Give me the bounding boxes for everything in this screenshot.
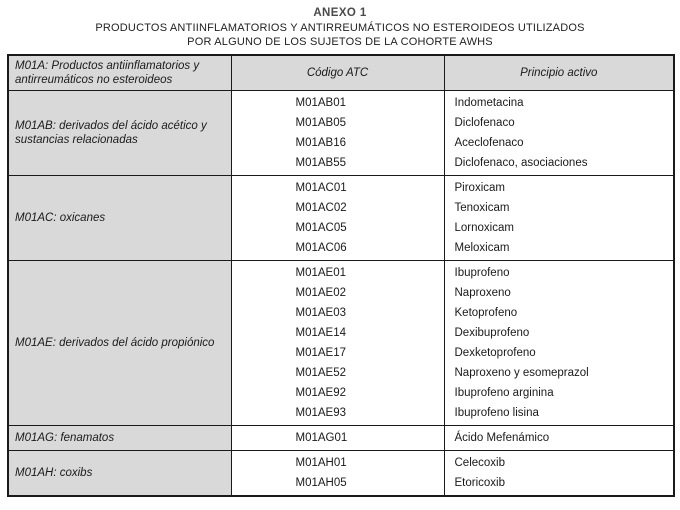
- atc-code: M01AE02: [295, 287, 347, 299]
- atc-code: M01AE14: [295, 327, 347, 339]
- document-subtitle-line2: POR ALGUNO DE LOS SUJETOS DE LA COHORTE AWHS: [187, 36, 493, 48]
- header-code-cell: Código ATC: [231, 55, 444, 91]
- category-cell: M01AB: derivados del ácido acético y sustancias relacionadas: [8, 91, 231, 176]
- active-principle: Lornoxicam: [454, 222, 514, 234]
- atc-code: M01AE17: [295, 347, 347, 359]
- atc-code: M01AE92: [295, 387, 347, 399]
- atc-code: M01AB55: [295, 157, 347, 169]
- atc-code: M01AH05: [295, 477, 347, 489]
- category-cell: M01AE: derivados del ácido propiónico: [8, 261, 231, 426]
- atc-code-cell: [231, 426, 444, 451]
- atc-code: M01AC05: [295, 222, 347, 234]
- table-group-row: [8, 176, 674, 261]
- active-principle: Ibuprofeno arginina: [454, 387, 554, 399]
- atc-products-table: [7, 54, 675, 497]
- principle-cell: [444, 91, 674, 176]
- principle-cell: [444, 451, 674, 497]
- atc-code: M01AB05: [295, 117, 347, 129]
- active-principle: Diclofenaco, asociaciones: [454, 157, 588, 169]
- atc-code: M01AB01: [295, 97, 347, 109]
- atc-code: M01AC06: [295, 242, 347, 254]
- document-subtitle-line1: PRODUCTOS ANTIINFLAMATORIOS Y ANTIRREUMÁTICOS NO ESTEROIDEOS UTILIZADOS: [95, 22, 585, 34]
- active-principle: Aceclofenaco: [454, 137, 524, 149]
- header-principle-cell: Principio activo: [444, 55, 674, 91]
- active-principle: Dexketoprofeno: [454, 347, 536, 359]
- atc-code: M01AC01: [295, 182, 347, 194]
- atc-code: M01AG01: [295, 432, 348, 444]
- annex-title: ANEXO 1: [313, 7, 367, 19]
- atc-code-cell: [231, 176, 444, 261]
- active-principle: Ibuprofeno lisina: [454, 407, 539, 419]
- active-principle: Meloxicam: [454, 242, 510, 254]
- active-principle: Ácido Mefenámico: [454, 432, 550, 444]
- active-principle: Celecoxib: [454, 457, 505, 469]
- atc-code: M01AB16: [295, 137, 347, 149]
- active-principle: Ibuprofeno: [454, 267, 510, 279]
- principle-cell: [444, 176, 674, 261]
- atc-code-cell: [231, 451, 444, 497]
- atc-code: M01AE01: [295, 267, 347, 279]
- active-principle: Piroxicam: [454, 182, 505, 194]
- category-cell: M01AC: oxicanes: [8, 176, 231, 261]
- atc-code: M01AE52: [295, 367, 347, 379]
- active-principle: Etoricoxib: [454, 477, 505, 489]
- active-principle: Naproxeno: [454, 287, 511, 299]
- principle-cell: [444, 261, 674, 426]
- table-group-row: [8, 451, 674, 497]
- category-cell: M01AG: fenamatos: [8, 426, 231, 451]
- table-header-row: [8, 55, 674, 91]
- atc-code: M01AH01: [295, 457, 347, 469]
- table-group-row: [8, 426, 674, 451]
- table-body: [8, 55, 674, 496]
- active-principle: Tenoxicam: [454, 202, 510, 214]
- active-principle: Dexibuprofeno: [454, 327, 530, 339]
- atc-code: M01AE03: [295, 307, 347, 319]
- atc-code: M01AC02: [295, 202, 347, 214]
- active-principle: Naproxeno y esomeprazol: [454, 367, 589, 379]
- document-title: [7, 7, 673, 49]
- active-principle: Indometacina: [454, 97, 524, 109]
- header-category-cell: M01A: Productos antiinflamatorios y antirreumáticos no esteroideos: [8, 55, 231, 91]
- table-group-row: [8, 261, 674, 426]
- table-group-row: [8, 91, 674, 176]
- atc-code-cell: [231, 261, 444, 426]
- category-cell: M01AH: coxibs: [8, 451, 231, 497]
- active-principle: Ketoprofeno: [454, 307, 518, 319]
- atc-code-cell: [231, 91, 444, 176]
- active-principle: Diclofenaco: [454, 117, 515, 129]
- atc-code: M01AE93: [295, 407, 347, 419]
- principle-cell: [444, 426, 674, 451]
